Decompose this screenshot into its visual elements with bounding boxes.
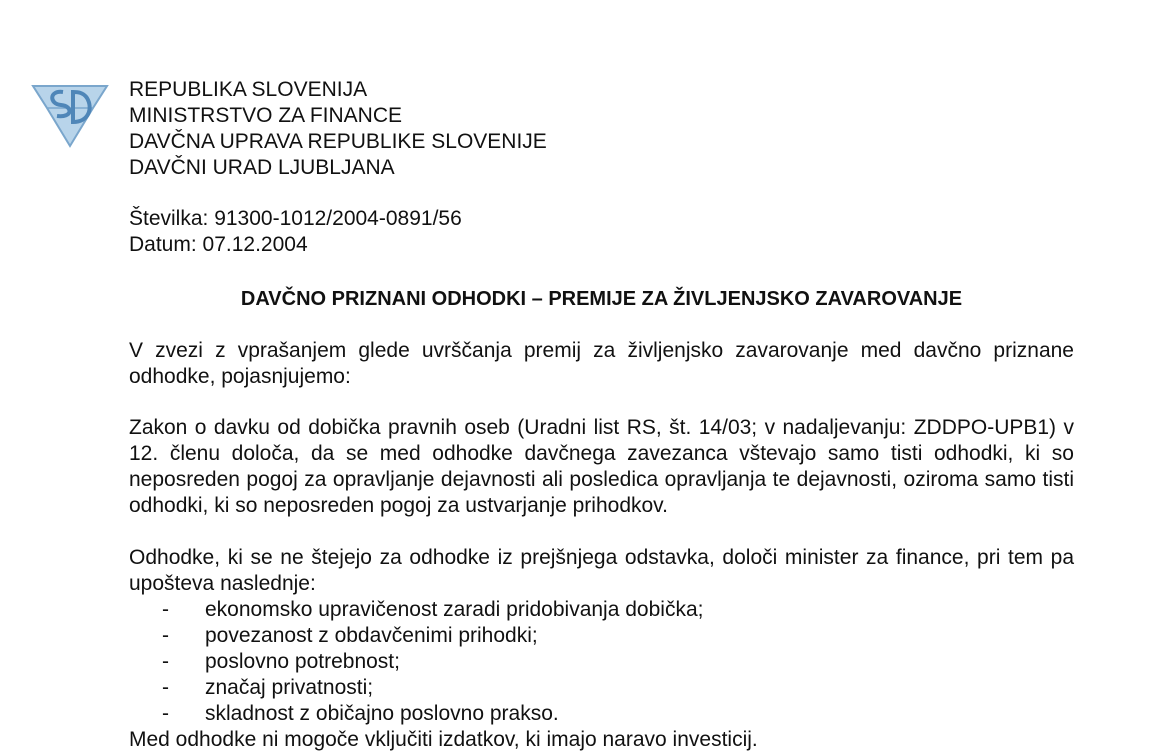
criteria-list (129, 597, 1074, 727)
paragraph-law: Zakon o davku od dobička pravnih oseb (Uradni list RS, št. 14/03; v nadaljevanju: ZDDPO-UPB1) v 12. členu določa, da se med odhodke davčnega zavezanca vštevajo samo tisti odhodki, ki so neposreden pogoj za opravljanje dejavnosti ali posledica opravljanja te dejavnosti, oziroma samo tisti odhodki, ki so neposreden pogoj za ustvarjanje prihodkov. (129, 416, 1074, 517)
paragraph-investments: Med odhodke ni mogoče vključiti izdatkov, ki imajo naravo investicij. (129, 728, 758, 751)
list-marker: - (162, 598, 169, 621)
document-date: Datum: 07.12.2004 (129, 233, 308, 256)
list-marker: - (162, 702, 169, 725)
list-item-text: skladnost z običajno poslovno prakso. (205, 702, 559, 725)
list-item-text: poslovno potrebnost; (205, 650, 400, 673)
list-item (129, 623, 1074, 649)
durs-shield-icon (27, 78, 113, 150)
list-item-text: ekonomsko upravičenost zaradi pridobivanja dobička; (205, 598, 704, 621)
list-item-text: povezanost z obdavčenimi prihodki; (205, 624, 538, 647)
header-line-tax-office: DAVČNI URAD LJUBLJANA (129, 156, 395, 179)
header-line-republic: REPUBLIKA SLOVENIJA (129, 78, 368, 101)
list-item (129, 649, 1074, 675)
list-item-text: značaj privatnosti; (205, 676, 374, 699)
header-line-tax-administration: DAVČNA UPRAVA REPUBLIKE SLOVENIJE (129, 130, 547, 153)
list-marker: - (162, 676, 169, 699)
document-number: Številka: 91300-1012/2004-0891/56 (129, 207, 462, 230)
document-title: DAVČNO PRIZNANI ODHODKI – PREMIJE ZA ŽIVLJENJSKO ZAVAROVANJE (240, 288, 963, 310)
authority-header (129, 77, 1074, 181)
list-item (129, 701, 1074, 727)
paragraph-criteria: Odhodke, ki se ne štejejo za odhodke iz prejšnjega odstavka, določi minister za finance, pri tem pa upošteva naslednje: (129, 546, 1074, 595)
list-marker: - (162, 650, 169, 673)
list-marker: - (162, 624, 169, 647)
list-item (129, 675, 1074, 701)
document-meta (129, 206, 1074, 258)
header-line-ministry: MINISTRSTVO ZA FINANCE (129, 104, 403, 127)
list-item (129, 597, 1074, 623)
paragraph-intro: V zvezi z vprašanjem glede uvrščanja premij za življenjsko zavarovanje med davčno priznane odhodke, pojasnjujemo: (129, 339, 1074, 388)
